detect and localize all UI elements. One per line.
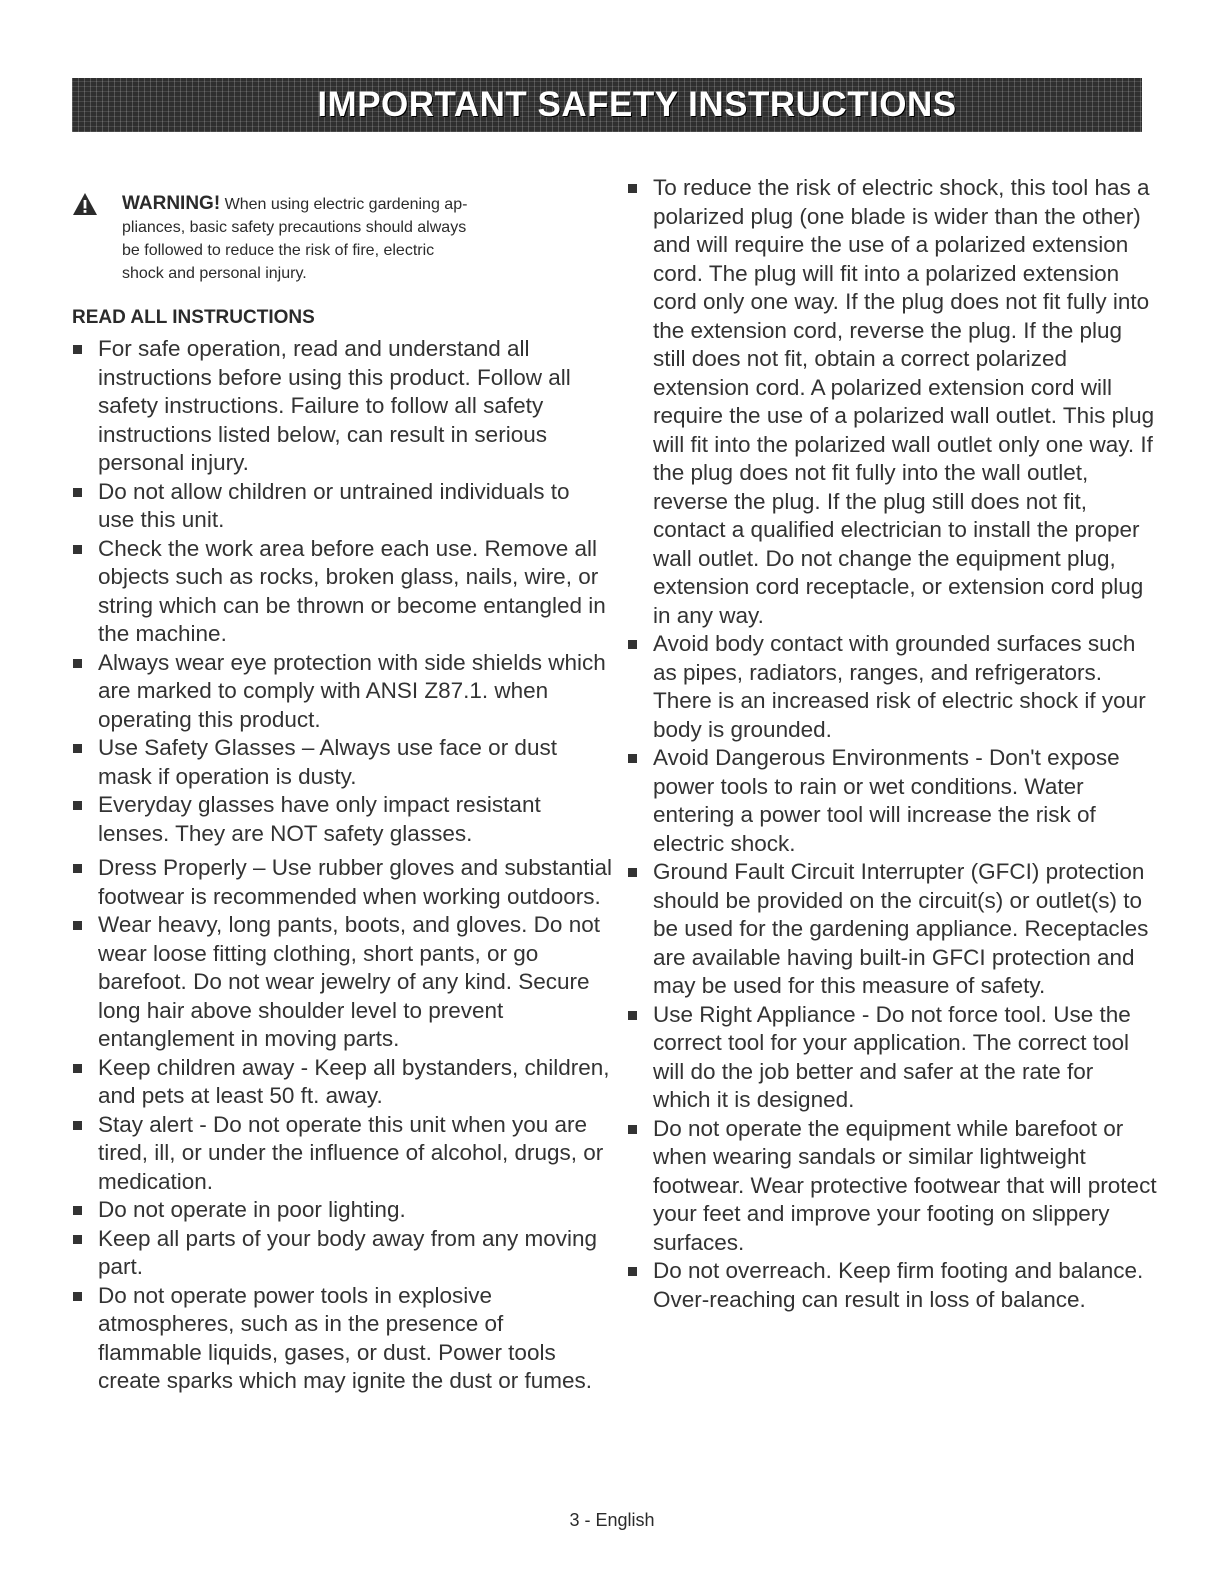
right-column [627, 174, 1157, 1314]
bullet-square-icon [628, 1011, 637, 1020]
bullet-square-icon [73, 1206, 82, 1215]
read-all-heading: READ ALL INSTRUCTIONS [72, 307, 315, 328]
bullet-square-icon [628, 184, 637, 193]
list-item: Avoid Dangerous Environments - Don't expose power tools to rain or wet conditions. Water entering a power tool will increase the risk of electric shock. [627, 744, 1157, 858]
bullet-square-icon [73, 659, 82, 668]
right-instruction-list [627, 174, 1157, 1314]
list-item: Keep all parts of your body away from any moving part. [72, 1225, 612, 1282]
page-number: 3 - English [569, 1510, 655, 1530]
warning-line-4: shock and personal injury. [122, 265, 307, 282]
list-item: Dress Properly – Use rubber gloves and substantial footwear is recommended when working outdoors. [72, 854, 612, 911]
bullet-square-icon [73, 864, 82, 873]
bullet-square-icon [73, 488, 82, 497]
bullet-square-icon [628, 1267, 637, 1276]
warning-block [72, 192, 602, 285]
warning-line-1 [122, 192, 602, 216]
list-item: Ground Fault Circuit Interrupter (GFCI) protection should be provided on the circuit(s) or outlet(s) to be used for the gardening appliance. Receptacles are available having built-in GFCI protection and may be used for this measure of safety. [627, 858, 1157, 1001]
list-item: For safe operation, read and understand all instructions before using this product. Follow all safety instructions. Failure to follow all safety instructions listed below, can result in serious personal injury. [72, 335, 612, 478]
list-item: Do not overreach. Keep firm footing and balance. Over-reaching can result in loss of balance. [627, 1257, 1157, 1314]
bullet-square-icon [628, 640, 637, 649]
page-title: IMPORTANT SAFETY INSTRUCTIONS [317, 85, 957, 124]
bullet-square-icon [73, 1292, 82, 1301]
warning-triangle-icon [72, 192, 98, 216]
bullet-square-icon [628, 868, 637, 877]
bullet-square-icon [73, 1064, 82, 1073]
list-item: Always wear eye protection with side shields which are marked to comply with ANSI Z87.1. when operating this product. [72, 649, 612, 735]
bullet-square-icon [73, 1235, 82, 1244]
list-item: Use Right Appliance - Do not force tool. Use the correct tool for your application. The correct tool will do the job better and safer at the rate for which it is designed. [627, 1001, 1157, 1115]
warning-label: WARNING! [122, 193, 221, 214]
list-item: To reduce the risk of electric shock, this tool has a polarized plug (one blade is wider than the other) and will require the use of a polarized extension cord. The plug will fit into a polarized extension cord only one way. If the plug does not fit fully into the extension cord, reverse the plug. If the plug still does not fit, obtain a correct polarized extension cord. A polarized extension cord will require the use of a polarized wall outlet. This plug will fit into the polarized wall outlet only one way. If the plug does not fit fully into the wall outlet, reverse the plug. If the plug still does not fit, contact a qualified electrician to install the proper wall outlet. Do not change the equipment plug, extension cord receptacle, or extension cord plug in any way. [627, 174, 1157, 630]
list-item: Do not operate the equipment while barefoot or when wearing sandals or similar lightweight footwear. Wear protective footwear that will protect your feet and improve your footing on slippery surfaces. [627, 1115, 1157, 1258]
warning-line-2: pliances, basic safety precautions should always [122, 219, 467, 236]
bullet-square-icon [73, 545, 82, 554]
bullet-square-icon [73, 744, 82, 753]
list-item: Check the work area before each use. Remove all objects such as rocks, broken glass, nails, wire, or string which can be thrown or become entangled in the machine. [72, 535, 612, 649]
bullet-square-icon [73, 1121, 82, 1130]
list-item: Wear heavy, long pants, boots, and gloves. Do not wear loose fitting clothing, short pants, or go barefoot. Do not wear jewelry of any kind. Secure long hair above shoulder level to prevent entanglement in moving parts. [72, 911, 612, 1054]
bullet-square-icon [628, 1125, 637, 1134]
title-banner [72, 78, 1142, 132]
warning-line-3: be followed to reduce the risk of fire, electric [122, 242, 435, 259]
warning-text-1: When using electric gardening ap- [224, 196, 468, 213]
bullet-square-icon [73, 345, 82, 354]
list-item: Use Safety Glasses – Always use face or dust mask if operation is dusty. [72, 734, 612, 791]
list-item: Do not allow children or untrained individuals to use this unit. [72, 478, 612, 535]
bullet-square-icon [628, 754, 637, 763]
left-instruction-list [72, 335, 612, 1396]
bullet-square-icon [73, 801, 82, 810]
list-item: Everyday glasses have only impact resistant lenses. They are NOT safety glasses. [72, 791, 612, 848]
list-item: Do not operate in poor lighting. [72, 1196, 612, 1225]
bullet-square-icon [73, 921, 82, 930]
list-item: Do not operate power tools in explosive atmospheres, such as in the presence of flammable liquids, gases, or dust. Power tools create sparks which may ignite the dust or fumes. [72, 1282, 612, 1396]
list-item: Keep children away - Keep all bystanders, children, and pets at least 50 ft. away. [72, 1054, 612, 1111]
list-item: Avoid body contact with grounded surfaces such as pipes, radiators, ranges, and refrigerators. There is an increased risk of electric shock if your body is grounded. [627, 630, 1157, 744]
left-column [72, 174, 612, 1396]
list-item: Stay alert - Do not operate this unit when you are tired, ill, or under the influence of alcohol, drugs, or medication. [72, 1111, 612, 1197]
